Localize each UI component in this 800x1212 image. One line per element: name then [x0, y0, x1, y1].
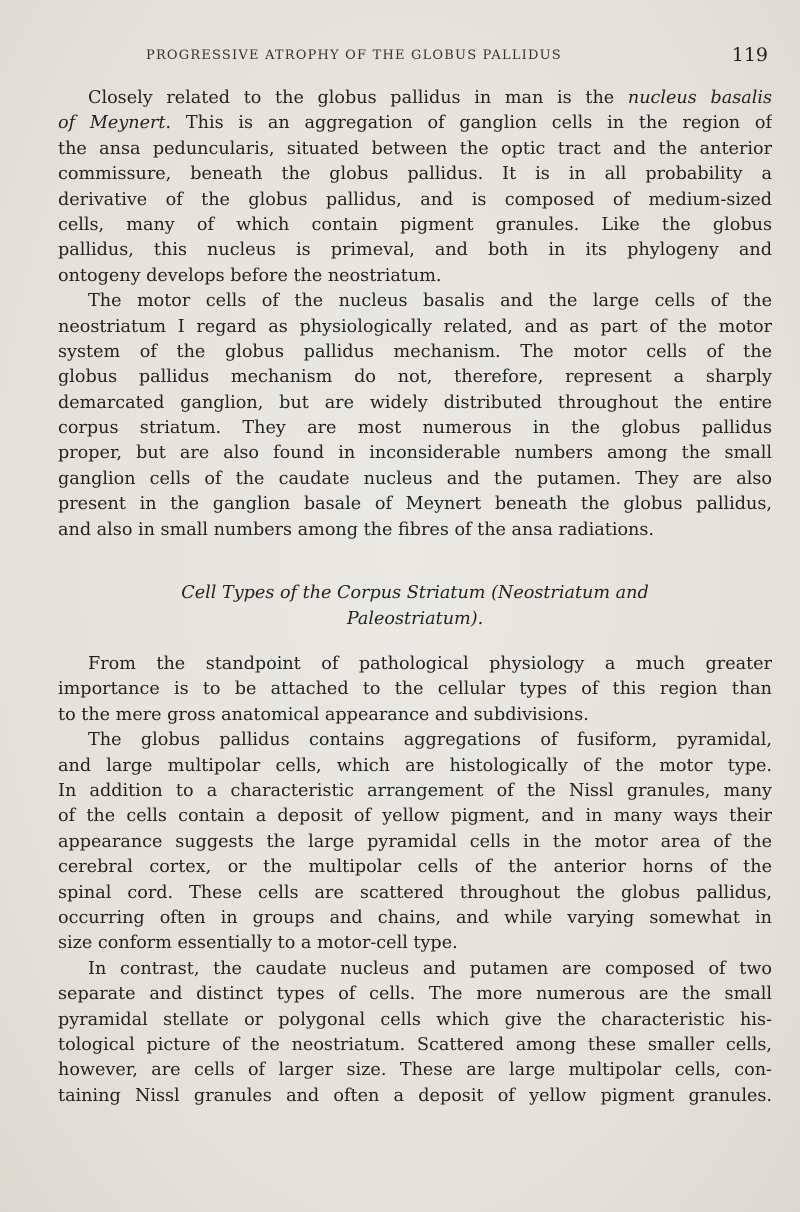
text-line: pallidus, this nucleus is primeval, and both in its phylogeny and — [58, 240, 772, 261]
text-line: ontogeny develops before the neostriatum. — [58, 265, 442, 286]
text-line: of the cells contain a deposit of yellow pigment, and in many ways their — [58, 806, 772, 827]
text-line: to the mere gross anatomical appearance and subdivisions. — [58, 704, 589, 725]
paragraph-motor-cells — [58, 289, 772, 543]
text-line: taining Nissl granules and often a deposit of yellow pigment granules. — [58, 1085, 772, 1106]
text-line: demarcated ganglion, but are widely distributed throughout the entire — [58, 392, 772, 413]
text-line: The globus pallidus contains aggregations of fusiform, pyramidal, — [88, 730, 772, 751]
text-line: of Meynert. This is an aggregation of ganglion cells in the region of — [58, 113, 772, 134]
text-line: ganglion cells of the caudate nucleus and the putamen. They are also — [58, 468, 772, 489]
text-line: separate and distinct types of cells. The more numerous are the small — [58, 984, 772, 1005]
paragraph-caudate-putamen — [58, 957, 772, 1109]
text-line: neostriatum I regard as physiologically related, and as part of the motor — [58, 316, 772, 337]
page-header — [58, 44, 768, 74]
text-line: cerebral cortex, or the multipolar cells of the anterior horns of the — [58, 857, 772, 878]
text-line: size conform essentially to a motor-cell type. — [58, 933, 458, 954]
text-line: Closely related to the globus pallidus in man is the nucleus basalis — [88, 88, 772, 108]
text-line: The motor cells of the nucleus basalis and the large cells of the — [88, 291, 772, 312]
text-line: In contrast, the caudate nucleus and putamen are composed of two — [88, 958, 772, 979]
section-heading-line: Cell Types of the Corpus Striatum (Neostriatum and — [181, 583, 649, 604]
text-line: however, are cells of larger size. These are large multipolar cells, con- — [58, 1060, 772, 1081]
text-line: commissure, beneath the globus pallidus. It is in all probability a — [58, 164, 772, 185]
section-heading-line: Paleostriatum). — [346, 609, 484, 630]
page-number: 119 — [731, 44, 768, 66]
paragraph-globus-pallidus-cells — [58, 728, 772, 957]
paragraph-nucleus-basalis — [58, 86, 772, 289]
text-line: From the standpoint of pathological physiology a much greater — [88, 654, 772, 675]
text-line: importance is to be attached to the cellular types of this region than — [58, 679, 772, 700]
text-line: and large multipolar cells, which are histologically of the motor type. — [58, 755, 772, 776]
text-line: proper, but are also found in inconsiderable numbers among the small — [58, 443, 772, 464]
text-line: system of the globus pallidus mechanism. The motor cells of the — [58, 341, 772, 362]
text-line: appearance suggests the large pyramidal cells in the motor area of the — [58, 831, 772, 852]
text-line: pyramidal stellate or polygonal cells which give the characteristic his- — [58, 1009, 772, 1030]
text-line: spinal cord. These cells are scattered throughout the globus pallidus, — [58, 882, 772, 903]
text-line: cells, many of which contain pigment granules. Like the globus — [58, 214, 772, 235]
paragraph-pathological-physiology — [58, 652, 772, 728]
text-line: tological picture of the neostriatum. Scattered among these smaller cells, — [58, 1034, 772, 1055]
body-text — [58, 86, 772, 1109]
text-line: globus pallidus mechanism do not, therefore, represent a sharply — [58, 367, 772, 388]
text-line: In addition to a characteristic arrangement of the Nissl granules, many — [58, 780, 772, 801]
section-heading — [58, 580, 772, 632]
running-head: PROGRESSIVE ATROPHY OF THE GLOBUS PALLIDUS — [146, 48, 562, 63]
text-line: occurring often in groups and chains, and while varying somewhat in — [58, 907, 772, 928]
text-line: derivative of the globus pallidus, and is composed of medium-sized — [58, 189, 772, 210]
text-line: corpus striatum. They are most numerous in the globus pallidus — [58, 418, 772, 439]
text-line: and also in small numbers among the fibres of the ansa radiations. — [58, 519, 655, 540]
text-line: the ansa peduncularis, situated between the optic tract and the anterior — [58, 138, 772, 159]
text-line: present in the ganglion basale of Meynert beneath the globus pallidus, — [58, 494, 772, 515]
